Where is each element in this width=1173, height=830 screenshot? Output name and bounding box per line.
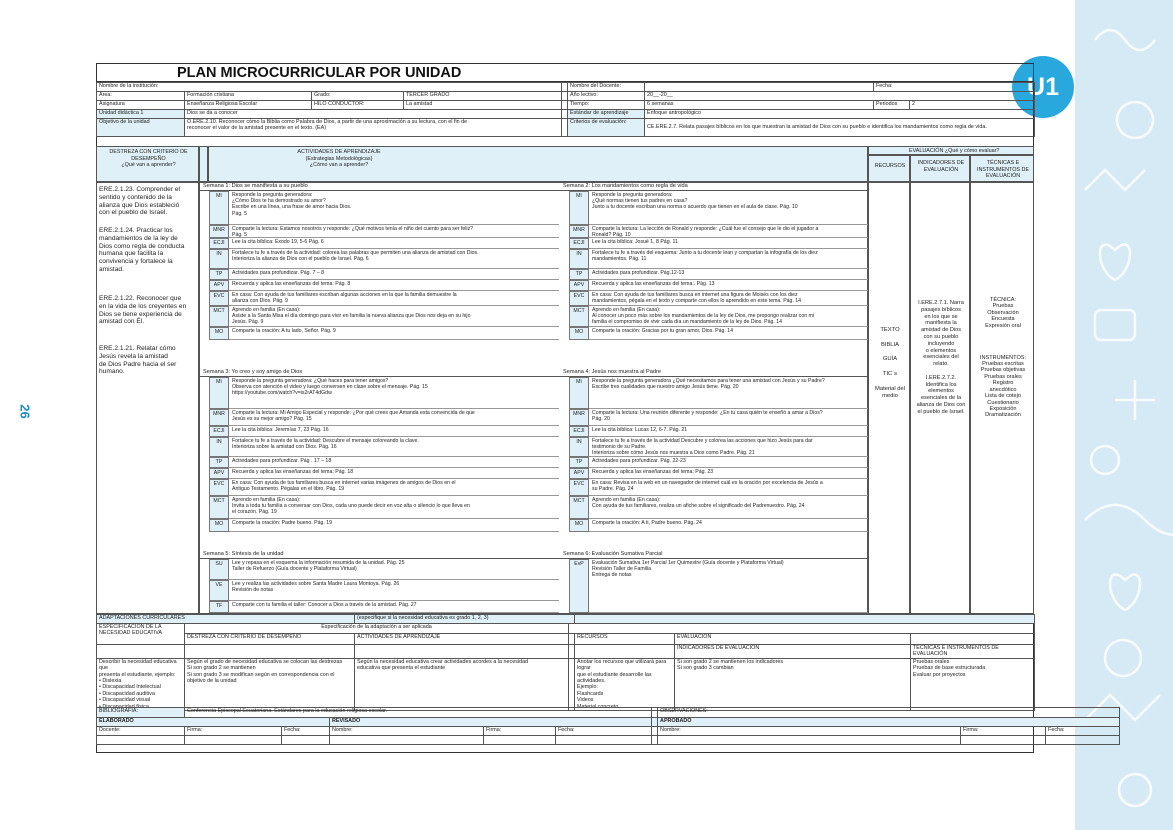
institution-label: Nombre de la institución: xyxy=(97,83,562,92)
adapt-tecnicas-desc: Pruebas orales Pruebas de base estructurada Evaluar por proyectos xyxy=(911,658,1035,710)
aprobado-fecha-label: Fecha: xyxy=(1046,727,1120,736)
activity-code: EVC xyxy=(569,291,589,306)
tecnicas-column xyxy=(970,182,1034,614)
activity-code: MI xyxy=(569,191,589,225)
activity-text: Comparte la oración: A ti, Padre bueno. Pág. 24 xyxy=(589,519,868,532)
adapt-recursos-desc: Anotar los recursos que utilizará para lograr que el estudiante desarrolle las actividades. Ejemplo: Flashcards Videos Material concreto xyxy=(575,658,675,710)
header-spacer xyxy=(199,146,208,182)
activity-text: Lee la cita bíblica: Jeremías 7, 23 Pág. 16 xyxy=(229,426,559,437)
activity-code: EVC xyxy=(209,291,229,306)
indicadores-header: INDICADORES DE EVALUACIÓN xyxy=(910,155,970,182)
activity-code: MCT xyxy=(209,306,229,327)
destreza-2: ERE.2.1.24. Practicar los mandamientos de la ley de Dios como regla de conducta humana que facilita la convivencia y fortalece la amistad. xyxy=(99,227,185,273)
activity-text: Aprendo en familia (En casa): Con ayuda de tus familiares, realiza un afiche sobre el significado del Padrenuestro. Pág. 24 xyxy=(589,496,868,519)
date-label: Fecha: xyxy=(874,83,1035,92)
indicadores-column xyxy=(910,182,970,614)
bibliografia-label: BIBLIOGRAFÍA: xyxy=(97,708,185,718)
activity-code: IN xyxy=(209,249,229,269)
adaptacion-header: Especificación de la adaptación a ser aplicada xyxy=(185,624,569,634)
activity-code: VE xyxy=(209,580,229,601)
year-value: 20__-20__ xyxy=(645,92,1035,101)
activity-code: MNR xyxy=(569,225,589,238)
activity-code: TP xyxy=(209,457,229,468)
activity-text: Lee y repasa en el esquema la información resumida de la unidad. Pág. 25 Taller de Refuerzo (Guía docente y Plataforma Virtual) xyxy=(229,559,559,580)
week-title-5: Semana 5: Síntesis de la unidad xyxy=(199,550,559,559)
activity-text: En casa: Revisa en la web en un navegador de internet cuál es la oración por excelencia de Jesús a su Padre. Pág. 24 xyxy=(589,479,868,496)
page-number: 26 xyxy=(17,404,33,419)
area-value: Formación cristiana xyxy=(185,92,312,101)
activity-code: ECJI xyxy=(209,426,229,437)
aprobado-firma-value xyxy=(961,736,1046,745)
evaluacion-header: EVALUACIÓN ¿Qué y cómo evaluar? xyxy=(868,146,1034,155)
decorative-pattern-icon xyxy=(1075,0,1173,830)
activity-code: MO xyxy=(209,327,229,340)
subject-label: Asignatura xyxy=(97,101,185,110)
activity-text: En casa: Con ayuda de tus familiares busca en internet varias imágenes de amigos de Dios en el Antiguo Testamento. Pégalas en el libro. Pág. 19 xyxy=(229,479,559,496)
activity-text: Comparte la lectura: Estamos nosotros y responde: ¿Qué motivos tenía el niño del cuento para ser feliz? Pág. 5 xyxy=(229,225,559,238)
activity-code: APV xyxy=(569,280,589,291)
destreza-4: ERE.2.1.21. Relatar cómo Jesús revela la amistad de Dios Padre hacia el ser humano. xyxy=(99,345,177,376)
destreza-3: ERE.2.1.22. Reconocer que en la vida de los creyentes en Dios se tiene experiencia de amistad con Él. xyxy=(99,295,187,326)
activity-code: TP xyxy=(569,269,589,280)
activity-text: Responde la pregunta generadora: ¿Cómo Dios te ha demostrado su amor? Escribe en una línea, una frase de amor hacia Dios. Pág. 5 xyxy=(229,191,559,225)
unit-label: Unidad didáctica 1 xyxy=(97,110,185,119)
adaptaciones-title: ADAPTACIONES CURRICULARES xyxy=(97,615,355,624)
activity-text: Fortalece tu fe a través del esquema: Junto a tu docente lean y compartan la infografía de los diez mandamientos. Pág. 11 xyxy=(589,249,868,269)
footer-table xyxy=(96,707,1120,745)
activity-text: Actividades para profundizar. Pág. 22-23 xyxy=(589,457,868,468)
time-value: 6 semanas xyxy=(645,101,874,110)
activity-code: TF xyxy=(209,601,229,613)
activity-code: EVC xyxy=(569,479,589,496)
activity-text: Comparte la oración: Padre bueno. Pág. 19 xyxy=(229,519,559,532)
aprobado-label: APROBADO xyxy=(658,718,1120,727)
activity-text: Actividades para profundizar. Pág. 7 – 8 xyxy=(229,269,559,280)
recurso-material: Material del medio xyxy=(875,386,905,399)
elaborado-docente-value xyxy=(97,736,185,745)
destrezas-column xyxy=(96,182,199,614)
week-title-3: Semana 3: Yo creo y soy amigo de Dios xyxy=(199,368,559,377)
aprobado-fecha-value xyxy=(1046,736,1120,745)
recursos-column xyxy=(868,182,910,614)
activity-code: IN xyxy=(209,437,229,457)
revisado-fecha-value xyxy=(556,736,652,745)
recursos-header: RECURSOS xyxy=(868,155,910,182)
criteria-label: Criterios de evaluación: xyxy=(568,119,645,137)
grade-label: Grado: xyxy=(312,92,404,101)
activity-code: MO xyxy=(569,327,589,340)
activity-code: APV xyxy=(569,468,589,479)
page-title: PLAN MICROCURRICULAR POR UNIDAD xyxy=(177,65,462,81)
adaptaciones-especifique: (especifique si la necesidad educativa es grado 1, 2, 3) xyxy=(355,615,575,624)
activity-text: Lee la cita bíblica: Lucas 12, 6-7. Pág. 21 xyxy=(589,426,868,437)
activity-code: MCT xyxy=(569,496,589,519)
activity-text: Aprendo en familia (En casa): Asiste a la Santa Misa el día domingo para vivir en familia la nueva alianza que Dios nos deja en su hijo Jesús. Pág. 9 xyxy=(229,306,559,327)
adapt-destreza-header: DESTREZA CON CRITERIO DE DESEMPEÑO xyxy=(185,634,355,645)
aprobado-firma-label: Firma: xyxy=(961,727,1046,736)
week-title-2: Semana 2: Los mandamientos como regla de vida xyxy=(559,182,868,191)
objective-label: Objetivo de la unidad xyxy=(97,119,185,137)
decorative-side-band xyxy=(1075,0,1173,830)
adapt-recursos-header: RECURSOS xyxy=(575,634,675,645)
bibliografia-value: Conferencia Episcopal Ecuatoriana. Estándares para la educación religiosa escolar. xyxy=(185,708,652,718)
week-title-1: Semana 1: Dios se manifiesta a su pueblo xyxy=(199,182,559,191)
aprobado-nombre-label: Nombre: xyxy=(658,727,961,736)
elaborado-firma-value xyxy=(185,736,282,745)
area-label: Área: xyxy=(97,92,185,101)
activity-text: Comparte la lectura: La lección de Ronald y responde: ¿Cuál fue el consejo que le dio el jugador a Ronald? Pág. 10 xyxy=(589,225,868,238)
unit-value: Dios se da a conocer xyxy=(185,110,562,119)
standard-value: Enfoque antropológico xyxy=(645,110,1035,119)
week-title-6: Semana 6: Evaluación Sumativa Parcial xyxy=(559,550,868,559)
teacher-label: Nombre del Docente: xyxy=(568,83,645,92)
objective-value: O.ERE.2.10. Reconocer cómo la Biblia como Palabra de Dios, a partir de una aproximación a su lectura, con el fin de reconocer el valor de la amistad presente en el texto. (EA) xyxy=(185,119,562,137)
recurso-biblia: BIBLIA xyxy=(880,342,900,348)
activity-code: APV xyxy=(209,280,229,291)
activity-code: MO xyxy=(209,519,229,532)
adapt-tecnicas-header: TÉCNICAS E INSTRUMENTOS DE EVALUACIÓN xyxy=(911,645,1035,659)
observaciones-label: OBSERVACIONES: xyxy=(658,708,1120,718)
periods-label: Periodos xyxy=(874,101,910,110)
adapt-need-desc: Describir la necesidad educativa que presenta el estudiante, ejemplo: • Dislexia • Discapacidad Intelectual • Discapacidad auditiva • Discapacidad visual xyxy=(97,658,185,710)
activity-text: Responde la pregunta generadora: ¿Qué haces para tener amigos? Observa con atención el video y luego conversen en clase sobre el mensaje. Pág. 15 https://youtube.com/watch?v=is2rAT4dGdw xyxy=(229,377,559,409)
activity-code: MI xyxy=(569,377,589,409)
revisado-label: REVISADO xyxy=(330,718,652,727)
adapt-evaluacion-header: EVALUACIÓN xyxy=(675,634,911,645)
activity-text: Aprendo en familia (En casa): Invita a toda tu familia a conversar con Dios, cada uno puede decir en voz alta o silencio lo que lleva en el corazón. Pág. 19 xyxy=(229,496,559,519)
revisado-nombre-value xyxy=(330,736,484,745)
activity-code: SU xyxy=(209,559,229,580)
aprobado-nombre-value xyxy=(658,736,961,745)
activity-code: ECJI xyxy=(569,238,589,249)
activity-text: Recuerda y aplica las enseñanzas del tema:. Pág. 13 xyxy=(589,280,868,291)
activity-text: Responde la pregunta generadora: ¿Qué normas tienen tus padres en casa? Junto a tu docente escriban una norma o acuerdo que tienen en el aula de clase. Pág. 10 xyxy=(589,191,868,225)
destreza-1: ERE.2.1.23. Comprender el sentido y contenido de la alianza que Dios estableció con el pueblo de Israel. xyxy=(99,186,180,217)
revisado-firma-label: Firma: xyxy=(484,727,556,736)
revisado-firma-value xyxy=(484,736,556,745)
adapt-actividades-header: ACTIVIDADES DE APRENDIZAJE xyxy=(355,634,569,645)
tecnicas-header: TÉCNICAS E INSTRUMENTOS DE EVALUACIÓN xyxy=(970,155,1034,182)
recurso-texto: TEXTO xyxy=(880,327,900,333)
adapt-indicadores-desc: Si son grado 2 se mantienen los indicadores Si son grado 3 cambian xyxy=(675,658,911,710)
activity-text: Evaluación Sumativa 1er Parcial 1er Quimestre (Guía docente y Plataforma Virtual) Revisión Taller de Familia Entrega de notas xyxy=(589,559,868,613)
activity-text: Fortalece tu fe a través de la actividad Descubre y colorea las acciones que hizo Jesús para dar testimonio de su Padre. Interioriza sobre cómo Jesús nos muestra a Dios como Padre. Pág. 21 xyxy=(589,437,868,457)
activity-text: Comparte la lectura: Una reunión diferente y responde: ¿En tu casa quién te enseñó a amar a Dios? Pág. 20 xyxy=(589,409,868,426)
elaborado-label: ELABORADO xyxy=(97,718,330,727)
activity-code: IN xyxy=(569,437,589,457)
activity-code: MCT xyxy=(209,496,229,519)
year-label: Año lectivo: xyxy=(568,92,645,101)
activity-code: MI xyxy=(209,191,229,225)
indicadores-text: I.ERE.2.7.1. Narra pasajes bíblicos en los que se manifiesta la amistad de Dios con su pueblo incluyendo o elementos esenciales del relato. I.ERE.2.7.2. Identifica los elementos esenciales de la alianza de Dios con el pueblo de Israel. xyxy=(916,300,966,415)
elaborado-firma-label: Firma: xyxy=(185,727,282,736)
recurso-guia: GUÍA xyxy=(882,356,898,362)
activity-text: Comparte con tu familia el taller: Conocer a Dios a través de la amistad. Pág. 27 xyxy=(229,601,559,613)
info-table xyxy=(96,82,1035,137)
time-label: Tiempo: xyxy=(568,101,645,110)
activity-text: Comparte la oración: A tu lado, Señor. Pág. 9 xyxy=(229,327,559,340)
activity-code: MNR xyxy=(209,225,229,238)
activity-code: TP xyxy=(209,269,229,280)
activity-code: ECJI xyxy=(569,426,589,437)
actividades-header: ACTIVIDADES DE APRENDIZAJE (Estrategias Metodológicas) ¿Cómo van a aprender? xyxy=(208,146,868,182)
week-title-4: Semana 4: Jesús nos muestra al Padre xyxy=(559,368,868,377)
criteria-value: CE.ERE.2.7. Relata pasajes bíblicos en los que muestran la amistad de Dios con su pueblo e identifica los mandamientos como regla de vida. xyxy=(645,119,1035,137)
adapt-evaluacion-right xyxy=(911,634,1035,645)
activity-text: Lee la cita bíblica: Éxodo 19, 5-6 Pág. 6 xyxy=(229,238,559,249)
activity-code: MO xyxy=(569,519,589,532)
destreza-header: DESTREZA CON CRITERIO DE DESEMPEÑO ¿Qué van a aprender? xyxy=(96,146,199,182)
standard-label: Estándar de aprendizaje xyxy=(568,110,645,119)
activity-text: Recuerda y aplica las enseñanzas del tema: Pág. 18 xyxy=(229,468,559,479)
activity-text: Recuerda y aplica las enseñanzas del tema: Pág. 23 xyxy=(589,468,868,479)
revisado-fecha-label: Fecha: xyxy=(556,727,652,736)
activity-text: En casa: Con ayuda de tus familiares busca en internet una figura de Moisés con los diez mandamientos, pégala en el texto y comparte con ellos lo aprendido en este tema. Pág. 14 xyxy=(589,291,868,306)
tecnicas-text: TÉCNICA: Pruebas Observación Encuesta Expresión oral INSTRUMENTOS: Pruebas escritas Pruebas objetivas Pruebas orales Registro anecdótico Lista de cotejo Cuestionario Exposición Dramatización xyxy=(979,297,1027,419)
periods-value: 2 xyxy=(910,101,1035,110)
activity-text: Comparte la oración: Gracias por tu gran amor, Dios. Pág. 14 xyxy=(589,327,868,340)
activity-code: MNR xyxy=(209,409,229,426)
activity-text: Actividades para profundizar. Pág.12-13 xyxy=(589,269,868,280)
elaborado-fecha-value xyxy=(282,736,330,745)
activity-text: Actividades para profundizar. Pág . 17 – 18 xyxy=(229,457,559,468)
activity-code: MI xyxy=(209,377,229,409)
activity-text: Comparte la lectura: Mi Amigo Especial y responde: ¿Por qué crees que Amanda esta convencida de que Jesús es su mejor amigo? Pág. 15 xyxy=(229,409,559,426)
activity-code: IN xyxy=(569,249,589,269)
adapt-destreza-desc: Según el grado de necesidad educativa se colocan las destrezas Si son grado 2 se mantienen Si son grado 3 se modifican según en correspondencia con el objetivo de la unidad xyxy=(185,658,355,710)
activity-code: EVC xyxy=(209,479,229,496)
activity-code: ECJI xyxy=(209,238,229,249)
thread-value: La amistad xyxy=(404,101,562,110)
activity-code: TP xyxy=(569,457,589,468)
activity-text: Responde la pregunta generadora ¿Qué necesitamos para tener una amistad con Jesús y su Padre? Escribe tres cualidades que nuestro amigo Jesús tiene. Pág. 20 xyxy=(589,377,868,409)
elaborado-docente-label: Docente: xyxy=(97,727,185,736)
elaborado-fecha-label: Fecha: xyxy=(282,727,330,736)
unit-badge: U1 xyxy=(1012,56,1074,118)
activity-text: Recuerda y aplica las enseñanzas del tema: Pág. 8 xyxy=(229,280,559,291)
adaptaciones-table xyxy=(96,614,1035,711)
thread-label: HILO CONDUCTOR: xyxy=(312,101,404,110)
activity-code: APV xyxy=(209,468,229,479)
adapt-actividades-desc: Según la necesidad educativa crear actividades acordes a la necesidad educativa que presenta el estudiante xyxy=(355,658,569,710)
grade-value: TERCER GRADO xyxy=(404,92,562,101)
activity-text: Lee y realiza las actividades sobre Santa Madre Laura Montoya. Pág. 26 Revisión de notas xyxy=(229,580,559,601)
activity-text: Aprendo en familia (En casa): Al conocer un poco más sobre los mandamientos de la ley de Dios, me propongo realizar con mi familia el compromiso de vivir cada día un mandamiento de la ley de Dios. Pág. 14 xyxy=(589,306,868,327)
activity-code: EvP xyxy=(569,559,589,613)
activity-text: Fortalece tu fe a través de la actividad: Descubre el mensaje coloreando la clave. Interioriza sobre la amistad con Dios. Pág. 16 xyxy=(229,437,559,457)
activity-text: Fortalece tu fe a través de la actividad: colorea las palabras que permiten una alianza de amistad con Dios. Interioriza la alianza de Dios con el pueblo de Israel. Pág. 6 xyxy=(229,249,559,269)
especificacion-header: ESPECIFICACIÓN DE LA NECESIDAD EDUCATIVA xyxy=(97,624,185,645)
activity-text: Lee la cita bíblica: Josué 1, 8 Pág. 11 xyxy=(589,238,868,249)
subject-value: Enseñanza Religiosa Escolar xyxy=(185,101,312,110)
activity-code: MCT xyxy=(569,306,589,327)
activity-code: MNR xyxy=(569,409,589,426)
revisado-nombre-label: Nombre: xyxy=(330,727,484,736)
activity-text: En casa: Con ayuda de tus familiares escriban algunas acciones en la que la familia demuestre la alianza con Dios. Pág. 9 xyxy=(229,291,559,306)
adapt-indicadores-header: INDICADORES DE EVALUACIÓN xyxy=(675,645,911,659)
recurso-tics: TIC´s xyxy=(882,371,898,377)
